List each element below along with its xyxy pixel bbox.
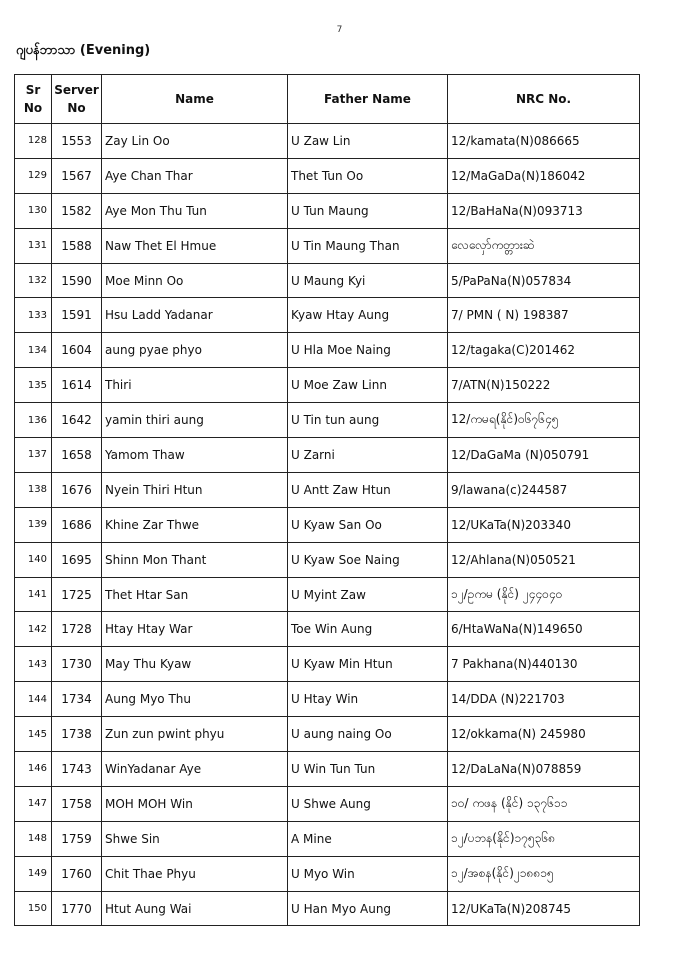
table-row (15, 368, 640, 403)
name-cell: Aung Myo Thu (102, 682, 288, 717)
nrc-no-cell: 12/MaGaDa(N)186042 (448, 158, 640, 193)
sr-no-cell: 143 (15, 647, 52, 682)
server-no-cell: 1695 (52, 542, 102, 577)
name-cell: Shwe Sin (102, 821, 288, 856)
nrc-no-cell: 12/UKaTa(N)208745 (448, 891, 640, 926)
father-name-cell: U Zarni (288, 438, 448, 473)
nrc-no-cell: 12/ကမရ(နိုင်)၀၆၇၆၄၅ (448, 403, 640, 438)
table-row (15, 438, 640, 473)
sr-no-cell: 130 (15, 193, 52, 228)
father-name-cell: U Moe Zaw Linn (288, 368, 448, 403)
name-cell: Aye Chan Thar (102, 158, 288, 193)
server-no-cell: 1588 (52, 228, 102, 263)
name-cell: Thiri (102, 368, 288, 403)
sr-no-cell: 146 (15, 752, 52, 787)
table-row (15, 821, 640, 856)
sr-no-cell: 128 (15, 124, 52, 159)
name-cell: May Thu Kyaw (102, 647, 288, 682)
father-name-cell: Toe Win Aung (288, 612, 448, 647)
name-cell: MOH MOH Win (102, 786, 288, 821)
table-row (15, 577, 640, 612)
server-no-cell: 1725 (52, 577, 102, 612)
table-row (15, 786, 640, 821)
father-name-cell: U aung naing Oo (288, 717, 448, 752)
name-cell: Zay Lin Oo (102, 124, 288, 159)
table-row (15, 891, 640, 926)
nrc-no-cell: 12/Ahlana(N)050521 (448, 542, 640, 577)
nrc-no-cell: 7 Pakhana(N)440130 (448, 647, 640, 682)
nrc-no-cell: ၁၂/အစန(နိုင်)၂၁၈၈၁၅ (448, 856, 640, 891)
nrc-no-cell: 7/ PMN ( N) 198387 (448, 298, 640, 333)
server-no-cell: 1676 (52, 472, 102, 507)
name-cell: Thet Htar San (102, 577, 288, 612)
header-server-no: Server No (52, 75, 102, 124)
server-no-cell: 1591 (52, 298, 102, 333)
table-row (15, 158, 640, 193)
name-cell: Aye Mon Thu Tun (102, 193, 288, 228)
nrc-no-cell: 12/BaHaNa(N)093713 (448, 193, 640, 228)
server-no-cell: 1730 (52, 647, 102, 682)
page-number: 7 (336, 25, 343, 35)
server-no-cell: 1728 (52, 612, 102, 647)
sr-no-cell: 133 (15, 298, 52, 333)
server-no-cell: 1567 (52, 158, 102, 193)
sr-no-cell: 137 (15, 438, 52, 473)
document-subject-title: ဂျပန်ဘာသာ (Evening) (16, 43, 151, 58)
father-name-cell: U Tun Maung (288, 193, 448, 228)
sr-no-cell: 142 (15, 612, 52, 647)
sr-no-cell: 131 (15, 228, 52, 263)
header-nrc-no: NRC No. (448, 75, 640, 124)
sr-no-cell: 129 (15, 158, 52, 193)
name-cell: Naw Thet El Hmue (102, 228, 288, 263)
father-name-cell: U Tin tun aung (288, 403, 448, 438)
server-no-cell: 1642 (52, 403, 102, 438)
father-name-cell: Thet Tun Oo (288, 158, 448, 193)
father-name-cell: U Tin Maung Than (288, 228, 448, 263)
father-name-cell: U Maung Kyi (288, 263, 448, 298)
table-row (15, 647, 640, 682)
sr-no-cell: 150 (15, 891, 52, 926)
server-no-cell: 1743 (52, 752, 102, 787)
table-row (15, 333, 640, 368)
father-name-cell: U Win Tun Tun (288, 752, 448, 787)
name-cell: Hsu Ladd Yadanar (102, 298, 288, 333)
sr-no-cell: 140 (15, 542, 52, 577)
server-no-cell: 1658 (52, 438, 102, 473)
server-no-cell: 1760 (52, 856, 102, 891)
father-name-cell: U Hla Moe Naing (288, 333, 448, 368)
table-header (15, 75, 640, 124)
table-row (15, 298, 640, 333)
server-no-cell: 1553 (52, 124, 102, 159)
table-row (15, 717, 640, 752)
table-row (15, 856, 640, 891)
sr-no-cell: 139 (15, 507, 52, 542)
nrc-no-cell: 12/UKaTa(N)203340 (448, 507, 640, 542)
father-name-cell: U Kyaw Soe Naing (288, 542, 448, 577)
sr-no-cell: 141 (15, 577, 52, 612)
sr-no-cell: 145 (15, 717, 52, 752)
father-name-cell: U Antt Zaw Htun (288, 472, 448, 507)
name-cell: Nyein Thiri Htun (102, 472, 288, 507)
nrc-no-cell: ၁၂/ဥကမ (နိုင်) ၂၄၄၀၄၀ (448, 577, 640, 612)
father-name-cell: U Htay Win (288, 682, 448, 717)
table-row (15, 124, 640, 159)
server-no-cell: 1590 (52, 263, 102, 298)
sr-no-cell: 132 (15, 263, 52, 298)
father-name-cell: U Shwe Aung (288, 786, 448, 821)
name-cell: Chit Thae Phyu (102, 856, 288, 891)
name-cell: Shinn Mon Thant (102, 542, 288, 577)
sr-no-cell: 138 (15, 472, 52, 507)
table-row (15, 612, 640, 647)
nrc-no-cell: 12/DaLaNa(N)078859 (448, 752, 640, 787)
server-no-cell: 1614 (52, 368, 102, 403)
table-row (15, 682, 640, 717)
header-row (15, 75, 640, 124)
nrc-no-cell: 6/HtaWaNa(N)149650 (448, 612, 640, 647)
name-cell: Yamom Thaw (102, 438, 288, 473)
header-sr-no: Sr No (15, 75, 52, 124)
name-cell: Htay Htay War (102, 612, 288, 647)
server-no-cell: 1686 (52, 507, 102, 542)
father-name-cell: U Zaw Lin (288, 124, 448, 159)
sr-no-cell: 149 (15, 856, 52, 891)
nrc-no-cell: 12/kamata(N)086665 (448, 124, 640, 159)
table-row (15, 507, 640, 542)
table-row (15, 228, 640, 263)
server-no-cell: 1604 (52, 333, 102, 368)
server-no-cell: 1759 (52, 821, 102, 856)
name-cell: aung pyae phyo (102, 333, 288, 368)
server-no-cell: 1738 (52, 717, 102, 752)
sr-no-cell: 148 (15, 821, 52, 856)
table-row (15, 752, 640, 787)
name-cell: yamin thiri aung (102, 403, 288, 438)
header-father-name: Father Name (288, 75, 448, 124)
father-name-cell: Kyaw Htay Aung (288, 298, 448, 333)
server-no-cell: 1734 (52, 682, 102, 717)
table-row (15, 263, 640, 298)
nrc-no-cell: 5/PaPaNa(N)057834 (448, 263, 640, 298)
name-cell: Htut Aung Wai (102, 891, 288, 926)
father-name-cell: A Mine (288, 821, 448, 856)
sr-no-cell: 144 (15, 682, 52, 717)
header-name: Name (102, 75, 288, 124)
father-name-cell: U Kyaw San Oo (288, 507, 448, 542)
father-name-cell: U Han Myo Aung (288, 891, 448, 926)
nrc-no-cell: 7/ATN(N)150222 (448, 368, 640, 403)
nrc-no-cell: ၁၀/ ကဖန (နိုင်) ၁၃၇၆၁၁ (448, 786, 640, 821)
server-no-cell: 1770 (52, 891, 102, 926)
student-list-table (14, 74, 640, 926)
table-row (15, 542, 640, 577)
father-name-cell: U Myint Zaw (288, 577, 448, 612)
sr-no-cell: 135 (15, 368, 52, 403)
nrc-no-cell: လေလှော်ကတ္တားဆဲ (448, 228, 640, 263)
sr-no-cell: 134 (15, 333, 52, 368)
father-name-cell: U Kyaw Min Htun (288, 647, 448, 682)
table-row (15, 193, 640, 228)
table-body (15, 124, 640, 926)
nrc-no-cell: 12/tagaka(C)201462 (448, 333, 640, 368)
sr-no-cell: 136 (15, 403, 52, 438)
nrc-no-cell: ၁၂/ပဘန(နိုင်)၁၇၅၃၆၈ (448, 821, 640, 856)
server-no-cell: 1758 (52, 786, 102, 821)
server-no-cell: 1582 (52, 193, 102, 228)
table-row (15, 403, 640, 438)
name-cell: Khine Zar Thwe (102, 507, 288, 542)
table-row (15, 472, 640, 507)
nrc-no-cell: 14/DDA (N)221703 (448, 682, 640, 717)
nrc-no-cell: 9/lawana(c)244587 (448, 472, 640, 507)
name-cell: Moe Minn Oo (102, 263, 288, 298)
nrc-no-cell: 12/okkama(N) 245980 (448, 717, 640, 752)
name-cell: Zun zun pwint phyu (102, 717, 288, 752)
nrc-no-cell: 12/DaGaMa (N)050791 (448, 438, 640, 473)
sr-no-cell: 147 (15, 786, 52, 821)
name-cell: WinYadanar Aye (102, 752, 288, 787)
father-name-cell: U Myo Win (288, 856, 448, 891)
